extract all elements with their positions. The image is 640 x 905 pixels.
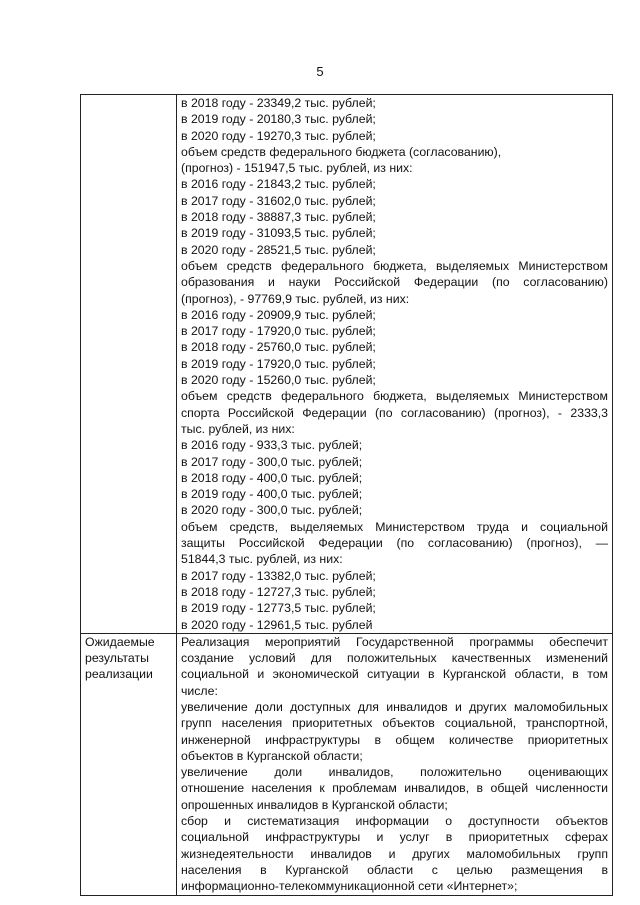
- expected-results-line: инженерной инфраструктуры в общем количестве приоритетных: [181, 732, 608, 747]
- financing-line: в 2018 году - 25760,0 тыс. рублей;: [181, 340, 376, 355]
- financing-line: в 2018 году - 400,0 тыс. рублей;: [181, 470, 363, 485]
- financing-line: образования и науки Российской Федерации (по согласованию): [181, 275, 608, 290]
- expected-results-line: социальной и экономической ситуации в Курганской области, в том: [181, 667, 608, 682]
- financing-line: в 2019 году - 17920,0 тыс. рублей;: [181, 356, 376, 371]
- financing-line: объем средств федерального бюджета (согласованию),: [181, 144, 502, 159]
- expected-results-label: [81, 633, 177, 895]
- label-line: реализации: [85, 667, 153, 682]
- financing-line: (прогноз) - 151947,5 тыс. рублей, из них:: [181, 161, 413, 176]
- expected-results-line: создание условий для положительных качественных изменений: [181, 651, 608, 666]
- financing-line: объем средств федерального бюджета, выделяемых Министерством: [181, 389, 608, 404]
- financing-line: в 2020 году - 300,0 тыс. рублей;: [181, 503, 363, 518]
- financing-line: в 2020 году - 19270,3 тыс. рублей;: [181, 128, 376, 143]
- financing-line: в 2016 году - 933,3 тыс. рублей;: [181, 438, 363, 453]
- financing-text-cell: [177, 95, 613, 634]
- passport-table: [80, 94, 613, 896]
- financing-line: в 2020 году - 12961,5 тыс. рублей: [181, 617, 373, 632]
- expected-results-line: сбор и систематизация информации о доступности объектов: [181, 814, 608, 829]
- financing-line: объем средств, выделяемых Министерством труда и социальной: [181, 519, 608, 534]
- expected-results-line: увеличение доли инвалидов, положительно оценивающих: [181, 765, 608, 780]
- table-row-expected-results: [81, 633, 613, 895]
- financing-line: в 2020 году - 15260,0 тыс. рублей;: [181, 373, 376, 388]
- expected-results-text-cell: [177, 633, 613, 895]
- expected-results-line: социальной инфраструктуры и услуг в приоритетных сферах: [181, 830, 608, 845]
- financing-line: защиты Российской Федерации (по согласованию) (прогноз), —: [181, 536, 608, 551]
- financing-line: в 2016 году - 21843,2 тыс. рублей;: [181, 177, 376, 192]
- label-line: Ожидаемые: [85, 634, 155, 649]
- financing-line: в 2017 году - 13382,0 тыс. рублей;: [181, 568, 376, 583]
- financing-line: (прогноз), - 97769,9 тыс. рублей, из них:: [181, 291, 410, 306]
- financing-line: в 2017 году - 17920,0 тыс. рублей;: [181, 324, 376, 339]
- label-line: результаты: [85, 651, 149, 666]
- financing-line: объем средств федерального бюджета, выделяемых Министерством: [181, 258, 608, 273]
- expected-results-line: населения в Курганской области с целью размещения в: [181, 862, 608, 877]
- financing-line: спорта Российской Федерации (по согласованию) (прогноз), - 2333,3: [181, 405, 608, 420]
- table-row-financing: [81, 95, 613, 634]
- financing-line: в 2016 году - 20909,9 тыс. рублей;: [181, 307, 376, 322]
- page-number: 5: [316, 64, 324, 79]
- expected-results-line: жизнедеятельности инвалидов и других маломобильных групп: [181, 846, 608, 861]
- expected-results-line: групп населения приоритетных объектов социальной, транспортной,: [181, 716, 608, 731]
- expected-results-line: отношение населения к проблемам инвалидов, в общей численности: [181, 781, 608, 796]
- financing-line: в 2019 году - 31093,5 тыс. рублей;: [181, 226, 376, 241]
- expected-results-line: увеличение доли доступных для инвалидов и других маломобильных: [181, 699, 608, 714]
- expected-results-line: объектов в Курганской области;: [181, 748, 363, 763]
- expected-results-line: опрошенных инвалидов в Курганской области;: [181, 797, 448, 812]
- expected-results-line: Реализация мероприятий Государственной программы обеспечит: [181, 634, 608, 649]
- financing-line: в 2019 году - 20180,3 тыс. рублей;: [181, 112, 376, 127]
- expected-results-line: числе:: [181, 683, 218, 698]
- financing-line: в 2017 году - 31602,0 тыс. рублей;: [181, 193, 376, 208]
- financing-line: в 2018 году - 12727,3 тыс. рублей;: [181, 584, 376, 599]
- financing-line: в 2018 году - 23349,2 тыс. рублей;: [181, 96, 376, 110]
- financing-line: в 2019 году - 12773,5 тыс. рублей;: [181, 601, 376, 616]
- expected-results-line: информационно-телекоммуникационной сети «Интернет»;: [181, 879, 518, 894]
- financing-line: тыс. рублей, из них:: [181, 421, 295, 436]
- financing-line: в 2017 году - 300,0 тыс. рублей;: [181, 454, 363, 469]
- financing-line: в 2018 году - 38887,3 тыс. рублей;: [181, 210, 376, 225]
- row-label-empty: [81, 95, 177, 634]
- financing-line: в 2020 году - 28521,5 тыс. рублей;: [181, 242, 376, 257]
- financing-line: 51844,3 тыс. рублей, из них:: [181, 552, 343, 567]
- financing-line: в 2019 году - 400,0 тыс. рублей;: [181, 487, 363, 502]
